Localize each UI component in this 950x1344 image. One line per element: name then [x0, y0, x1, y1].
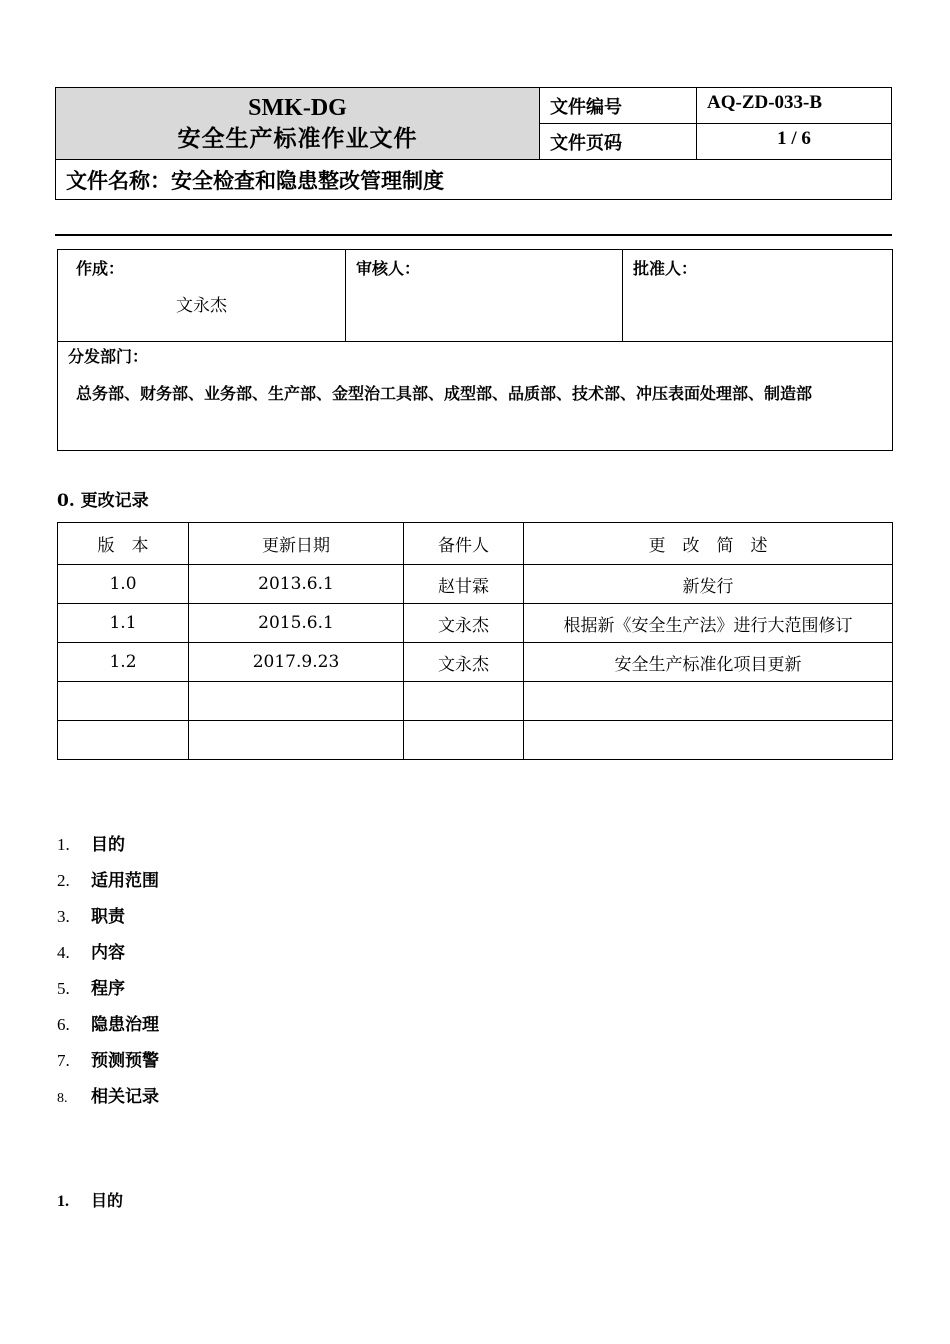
row-person: 文永杰 — [404, 604, 524, 643]
col-description: 更 改 简 述 — [524, 523, 893, 565]
table-header-row — [58, 523, 893, 565]
list-item — [57, 940, 159, 976]
section-title: 目的 — [91, 1191, 124, 1210]
approver-label: 批准人： — [633, 259, 698, 278]
author-label: 作成： — [76, 259, 125, 278]
toc-label: 隐患治理 — [91, 1015, 159, 1035]
author-cell — [58, 250, 346, 342]
toc-number: 2. — [57, 871, 70, 890]
toc-number: 7. — [57, 1051, 70, 1070]
reviewer-label: 审核人： — [356, 259, 421, 278]
row-description — [524, 721, 893, 760]
toc-label: 预测预警 — [91, 1051, 159, 1071]
toc-label: 目的 — [91, 835, 125, 855]
row-version: 1.1 — [58, 604, 189, 643]
change-record-table — [57, 522, 893, 760]
row-version: 1.2 — [58, 643, 189, 682]
toc-label: 职责 — [91, 907, 125, 927]
approval-table — [57, 249, 893, 451]
row-person: 文永杰 — [404, 643, 524, 682]
toc-label: 适用范围 — [91, 871, 159, 891]
table-row — [58, 565, 893, 604]
row-description: 安全生产标准化项目更新 — [524, 643, 893, 682]
row-person — [404, 682, 524, 721]
row-date: 2017.9.23 — [189, 643, 404, 682]
toc-number: 1. — [57, 835, 70, 854]
company-cell — [56, 88, 540, 160]
list-item — [57, 868, 159, 904]
table-row — [58, 682, 893, 721]
document-name: 文件名称：安全检查和隐患整改管理制度 — [56, 160, 892, 200]
toc-label: 相关记录 — [91, 1087, 159, 1107]
reviewer-cell — [346, 250, 623, 342]
table-row — [58, 604, 893, 643]
section-heading — [57, 1188, 123, 1211]
approver-cell — [623, 250, 893, 342]
row-date — [189, 721, 404, 760]
header-divider — [55, 234, 892, 236]
row-version — [58, 682, 189, 721]
toc-number: 8. — [57, 1091, 68, 1106]
col-version: 版 本 — [58, 523, 189, 565]
toc-number: 6. — [57, 1015, 70, 1034]
document-header — [55, 87, 892, 200]
row-description: 根据新《安全生产法》进行大范围修订 — [524, 604, 893, 643]
row-person: 赵甘霖 — [404, 565, 524, 604]
row-date: 2015.6.1 — [189, 604, 404, 643]
distribution-cell — [58, 342, 893, 451]
table-of-contents — [57, 832, 159, 1120]
section-number: 1. — [57, 1193, 69, 1210]
toc-label: 内容 — [91, 943, 125, 963]
toc-number: 4. — [57, 943, 70, 962]
row-version — [58, 721, 189, 760]
list-item — [57, 1084, 159, 1120]
row-description: 新发行 — [524, 565, 893, 604]
author-name: 文永杰 — [176, 296, 227, 316]
page-number: 1 / 6 — [697, 124, 892, 160]
row-version: 1.0 — [58, 565, 189, 604]
toc-number: 3. — [57, 907, 70, 926]
page-label: 文件页码 — [540, 124, 697, 160]
toc-label: 程序 — [91, 979, 125, 999]
distribution-label: 分发部门： — [68, 347, 149, 366]
list-item — [57, 1012, 159, 1048]
doc-number: AQ-ZD-033-B — [697, 88, 892, 124]
col-person: 备件人 — [404, 523, 524, 565]
row-date — [189, 682, 404, 721]
list-item — [57, 1048, 159, 1084]
list-item — [57, 976, 159, 1012]
company-name: SMK-DG — [248, 94, 347, 121]
list-item — [57, 832, 159, 868]
row-date: 2013.6.1 — [189, 565, 404, 604]
list-item — [57, 904, 159, 940]
document-category: 安全生产标准作业文件 — [177, 124, 418, 152]
table-row — [58, 643, 893, 682]
row-person — [404, 721, 524, 760]
change-record-title: 0. 更改记录 — [57, 491, 149, 511]
row-description — [524, 682, 893, 721]
distribution-departments: 总务部、财务部、业务部、生产部、金型治工具部、成型部、品质部、技术部、冲压表面处理部、制造部 — [76, 384, 813, 403]
doc-number-label: 文件编号 — [540, 88, 697, 124]
col-date: 更新日期 — [189, 523, 404, 565]
table-row — [58, 721, 893, 760]
toc-number: 5. — [57, 979, 70, 998]
